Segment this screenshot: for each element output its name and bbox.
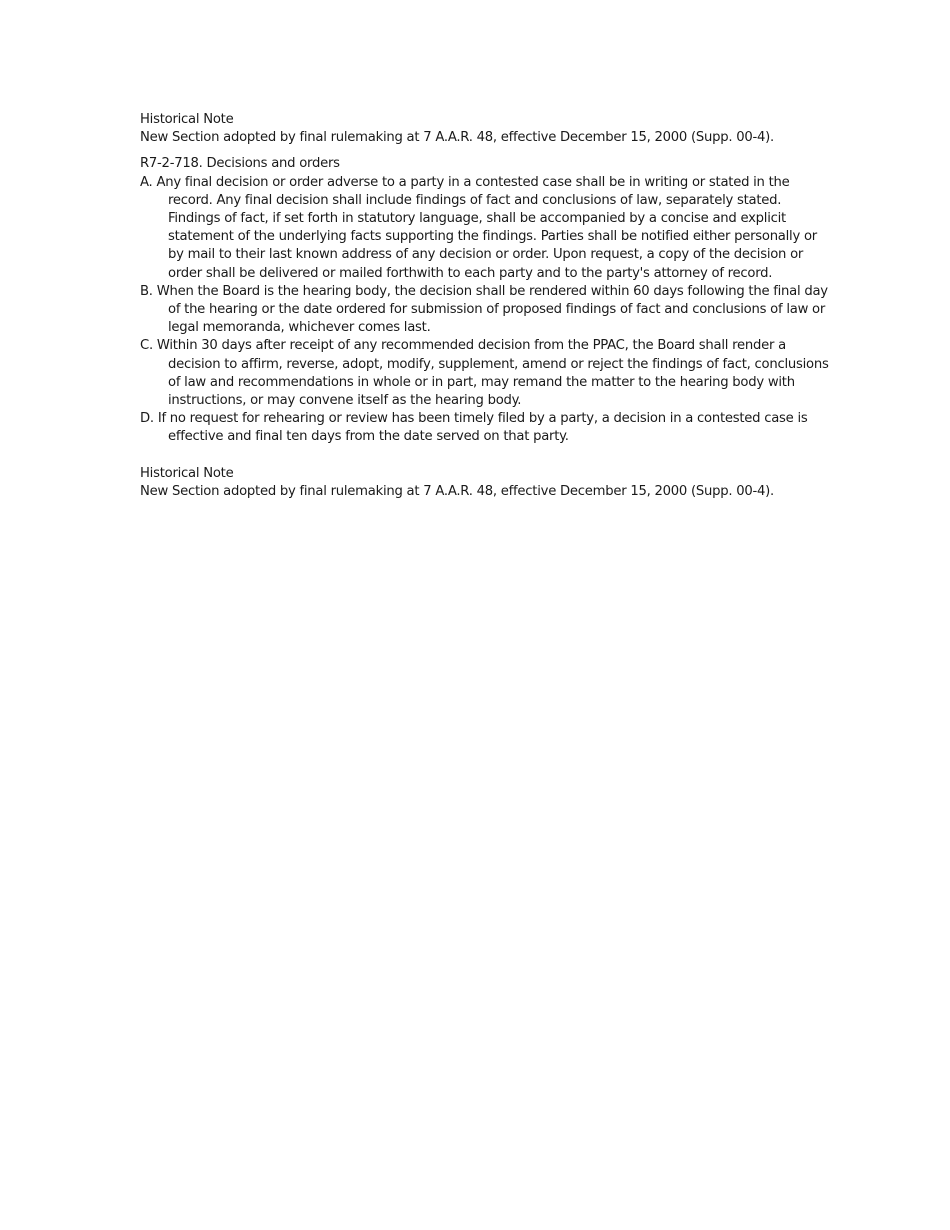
section-heading: R7-2-718. Decisions and orders [140, 156, 340, 172]
item-marker: D. [140, 411, 154, 427]
historical-note-text: New Section adopted by final rulemaking at 7 A.A.R. 48, effective December 15, 2000 (Supp. 00-4). [140, 483, 775, 499]
item-text: Within 30 days after receipt of any recommended decision from the PPAC, the Board shall render a decision to affirm, reverse, adopt, modify, supplement, amend or reject the findings of fact, conclusions of law and recommendations in whole or in part, may remand the matter to the hearing body with instructions, or may convene itself as the hearing body. [156, 338, 829, 409]
item-text: Any final decision or order adverse to a party in a contested case shall be in writing or stated in the record. Any final decision shall include findings of fact and conclusions of law, separately stated. Findings of fact, if set forth in statutory language, shall be accompanied by a concise and explicit statement of the underlying facts supporting the findings. Parties shall be notified either personally or by mail to their last known address of any decision or order. Upon request, a copy of the decision or order shall be delivered or mailed forthwith to each party and to the party's attorney of record. [156, 174, 817, 281]
item-marker: A. [140, 174, 153, 190]
item-marker: C. [140, 338, 153, 354]
historical-note-1 [140, 111, 830, 147]
section-item-b [140, 283, 830, 338]
spacer [140, 147, 830, 155]
item-marker: B. [140, 283, 153, 299]
historical-note-2 [140, 465, 830, 501]
spacer [140, 447, 830, 465]
historical-note-heading: Historical Note [140, 112, 234, 127]
section-item-c [140, 337, 830, 410]
document-page [140, 111, 830, 501]
historical-note-text: New Section adopted by final rulemaking at 7 A.A.R. 48, effective December 15, 2000 (Supp. 00-4). [140, 130, 775, 146]
item-text: If no request for rehearing or review has been timely filed by a party, a decision in a contested case is effective and final ten days from the date served on that party. [157, 411, 808, 445]
historical-note-heading: Historical Note [140, 465, 234, 481]
item-text: When the Board is the hearing body, the decision shall be rendered within 60 days following the final day of the hearing or the date ordered for submission of proposed findings of fact and conclusions of law or legal memoranda, whichever comes last. [156, 283, 828, 336]
section-item-a [140, 174, 830, 283]
section-r7-2-718 [140, 155, 830, 446]
section-item-d [140, 410, 830, 446]
